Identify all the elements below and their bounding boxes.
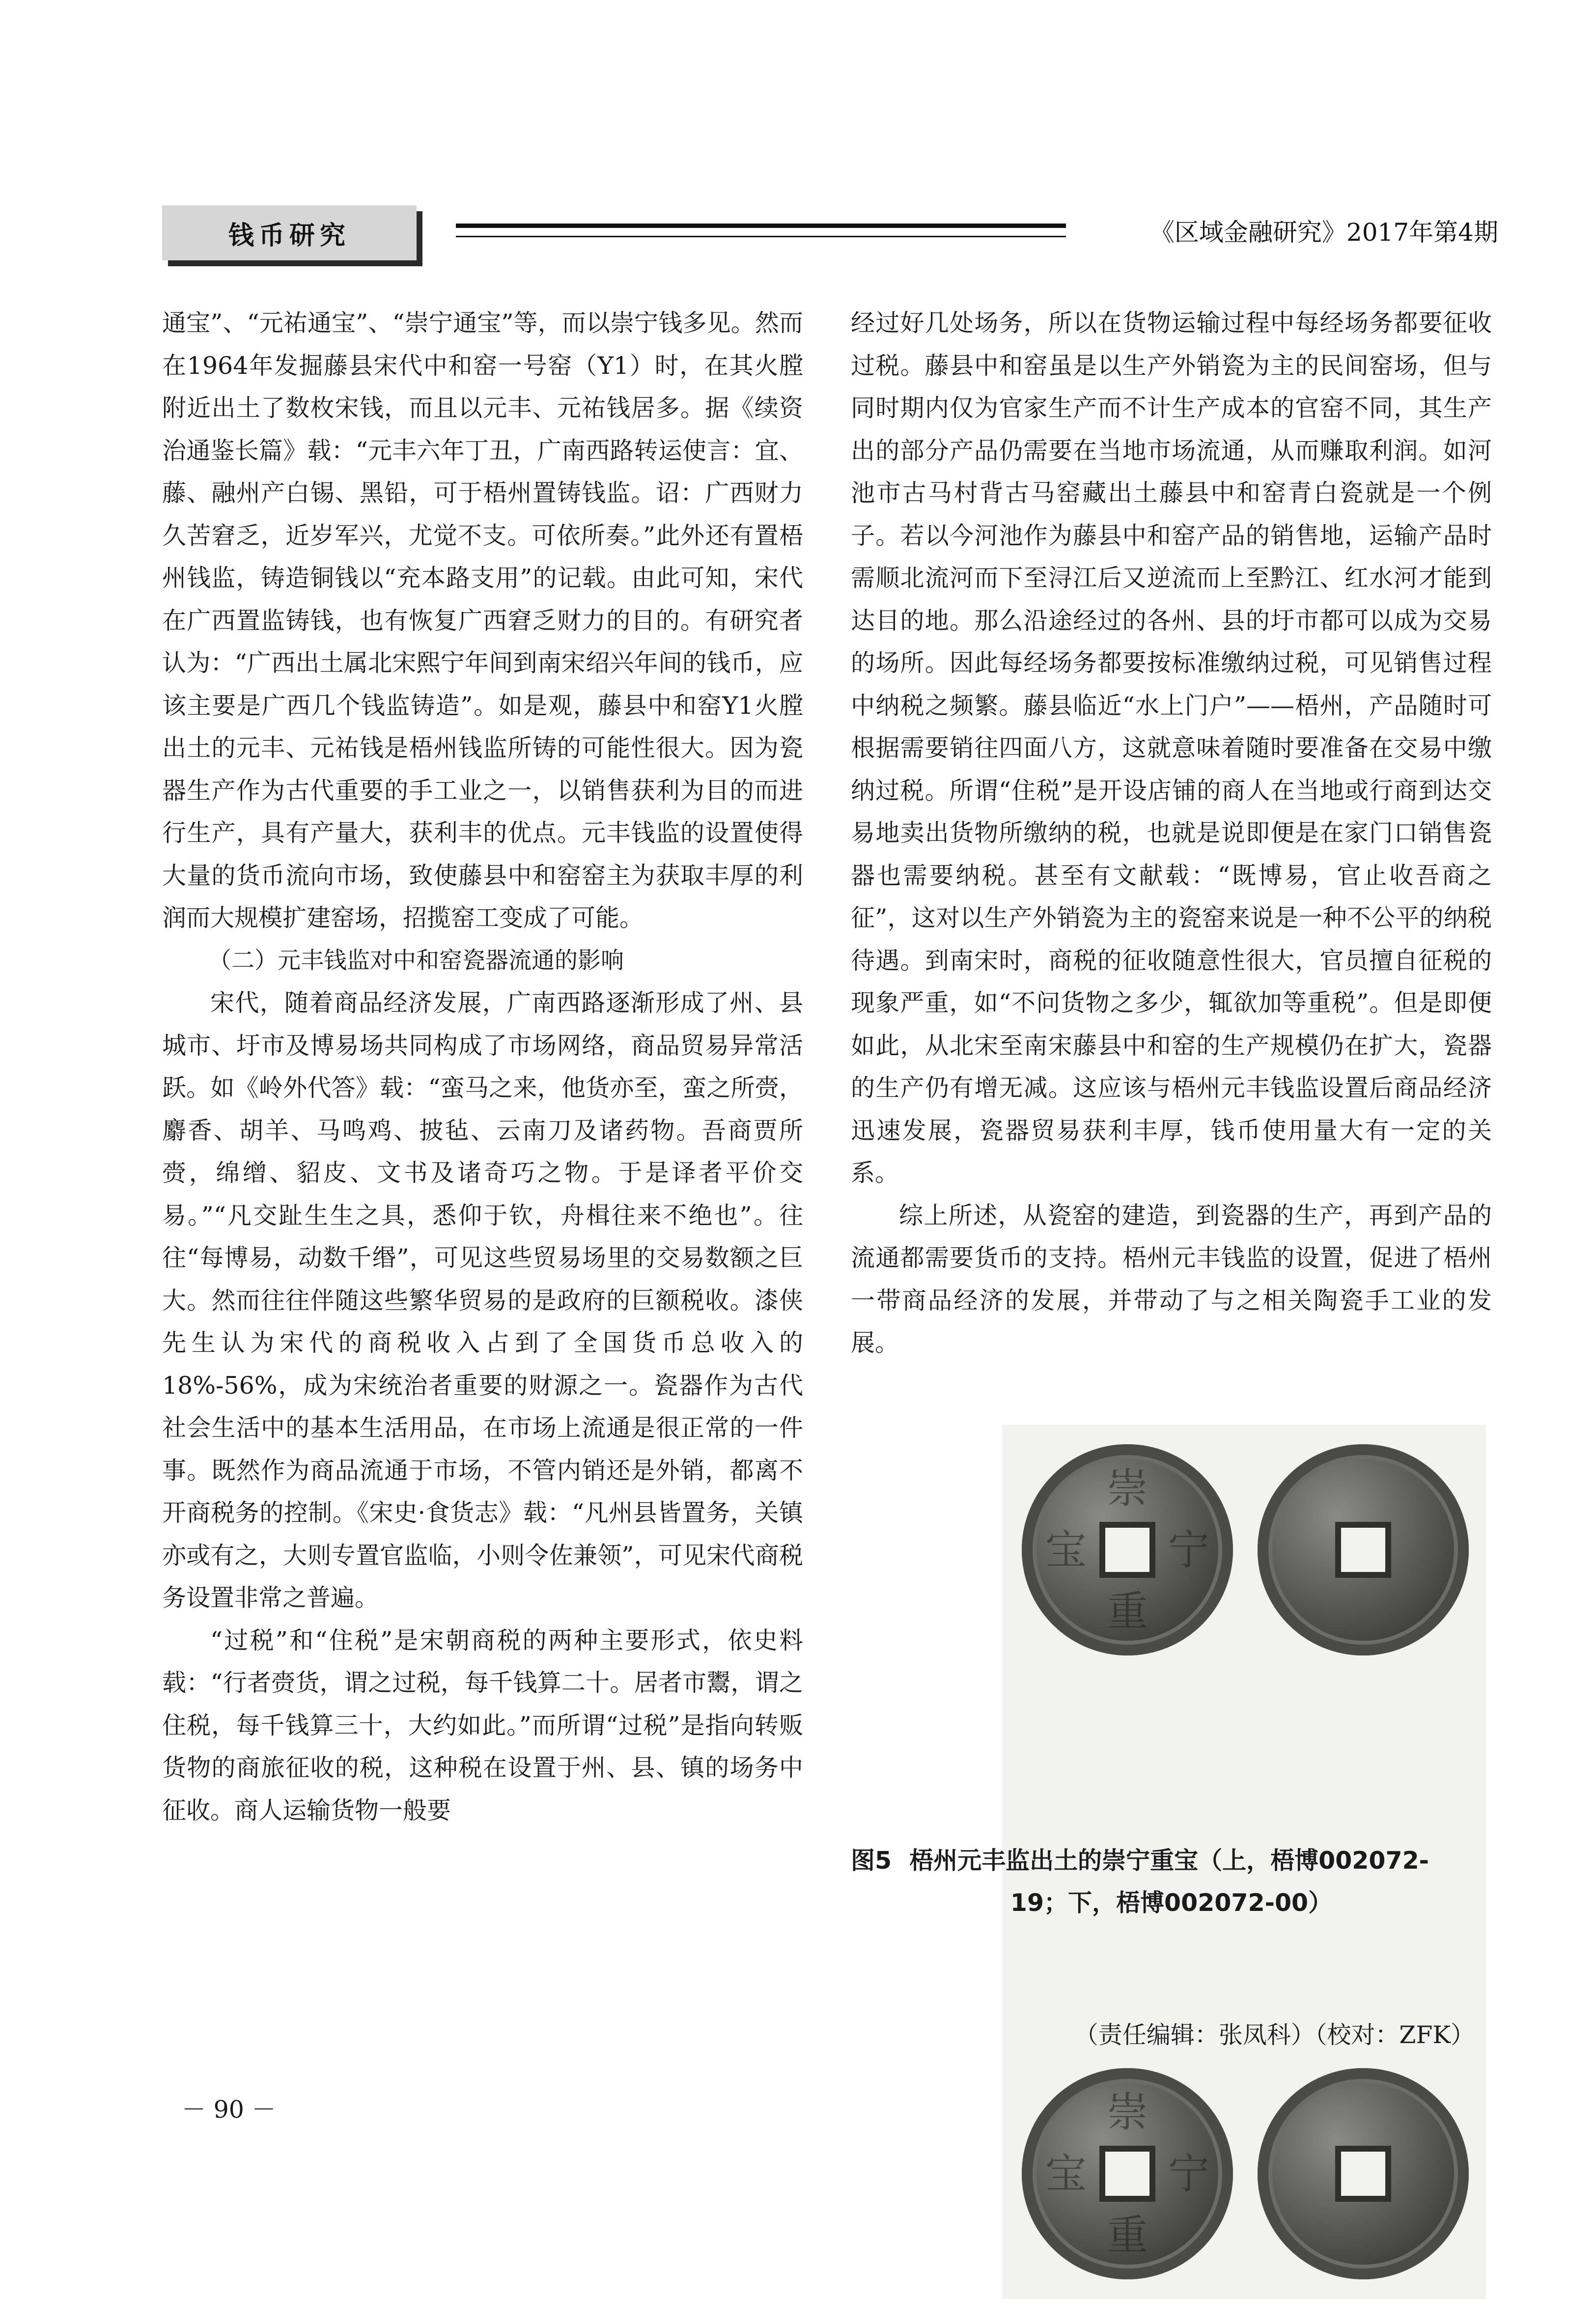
paragraph: 经过好几处场务，所以在货物运输过程中每经场务都要征收过税。藤县中和窑虽是以生产外销瓷为主的民间窑场，但与同时期内仅为官家生产而不计生产成本的官窑不同，其生产出的部分产品仍需要在当地市场流通，从而赚取利润。如河池市古马村背古马窑藏出土藤县中和窑青白瓷就是一个例子。若以今河池作为藤县中和窑产品的销售地，运输产品时需顺北流河而下至浔江后又逆流而上至黔江、红水河才能到达目的地。那么沿途经过的各州、县的圩市都可以成为交易的场所。因此每经场务都要按标准缴纳过税，可见销售过程中纳税之频繁。藤县临近“水上门户”——梧州，产品随时可根据需要销往四面八方，这就意味着随时要准备在交易中缴纳过税。所谓“住税”是开设店铺的商人在当地或行商到达交易地卖出货物所缴纳的税，也就是说即便是在家门口销售瓷器也需要纳税。甚至有文献载：“既博易，官止收吾商之征”，这对以生产外销瓷为主的瓷窑来说是一种不公平的纳税待遇。到南宋时，商税的征收随意性很大，官员擅自征税的现象严重，如“不问货物之多少，辄欲加等重税”。但是即便如此，从北宋至南宋藤县中和窑的生产规模仍在扩大，瓷器的生产仍有增无减。这应该与梧州元丰钱监设置后商品经济迅速发展，瓷器贸易获利丰厚，钱币使用量大有一定的关系。 — [851, 309, 1492, 1187]
paragraph: “过税”和“住税”是宋朝商税的两种主要形式，依史料载：“行者赍货，谓之过税，每千钱算二十。居者市鬻，谓之住税，每千钱算三十，大约如此。”而所谓“过税”是指向转贩货物的商旅征收的税，这种税在设置于州、县、镇的场务中征收。商人运输货物一般要 — [162, 1626, 803, 1824]
coin-glyph: 崇 — [1106, 1464, 1148, 1513]
paragraph: 综上所述，从瓷窑的建造，到瓷器的生产，再到产品的流通都需要货币的支持。梧州元丰钱监的设置，促进了梧州一带商品经济的发展，并带动了与之相关陶瓷手工业的发展。 — [851, 1201, 1492, 1357]
caption-text: 梧州元丰监出土的崇宁重宝（上，梧博002072- — [909, 1847, 1429, 1875]
section-label: 钱币研究 — [162, 205, 417, 260]
coin-glyph: 宝 — [1045, 1526, 1087, 1574]
page-number: － 90 － — [182, 2096, 276, 2124]
paragraph: 宋代，随着商品经济发展，广南西路逐渐形成了州、县城市、圩市及博易场共同构成了市场网络，商品贸易异常活跃。如《岭外代答》载：“蛮马之来，他货亦至，蛮之所赍，麝香、胡羊、马鸣鸡、披毡、云南刀及诸药物。吾商贾所赍，绵缯、貂皮、文书及诸奇巧之物。于是译者平价交易。”“凡交趾生生之具，悉仰于钦，舟楫往来不绝也”。往往“每博易，动数千缗”，可见这些贸易场里的交易数额之巨大。然而往往伴随这些繁华贸易的是政府的巨额税收。漆侠先生认为宋代的商税收入占到了全国货币总收入的18%-56%，成为宋统治者重要的财源之一。瓷器作为古代社会生活中的基本生活用品，在市场上流通是很正常的一件事。既然作为商品流通于市场，不管内销还是外销，都离不开商税务的控制。《宋史·食货志》载：“凡州县皆置务，关镇亦或有之，大则专置官监临，小则令佐兼领”，可见宋代商税务设置非常之普遍。 — [162, 989, 803, 1612]
coin-reverse-upper — [1258, 1444, 1469, 1655]
coin-obverse-lower — [1022, 2068, 1233, 2279]
header-rule-thick — [456, 224, 1066, 228]
section-subheading: （二）元丰钱监对中和窑瓷器流通的影响 — [208, 947, 624, 974]
right-column — [851, 302, 1492, 1365]
coin-obverse-upper — [1022, 1444, 1233, 1655]
left-column — [162, 302, 803, 1832]
coin-glyph: 崇 — [1106, 2088, 1148, 2136]
figure-label: 图5 — [851, 1847, 892, 1875]
coin-glyph: 重 — [1106, 1587, 1148, 1635]
editor-credit: （责任编辑：张凤科）（校对：ZFK） — [1074, 2021, 1475, 2049]
caption-text-continued: 19；下，梧博002072-00） — [1010, 1889, 1333, 1917]
paragraph: 通宝”、“元祐通宝”、“崇宁通宝”等，而以崇宁钱多见。然而在1964年发掘藤县宋代中和窑一号窑（Y1）时，在其火膛附近出土了数枚宋钱，而且以元丰、元祐钱居多。据《续资治通鉴长篇》载：“元丰六年丁丑，广南西路转运使言：宜、藤、融州产白锡、黑铅，可于梧州置铸钱监。诏：广西财力久苦窘乏，近岁军兴，尤觉不支。可依所奏。”此外还有置梧州钱监，铸造铜钱以“充本路支用”的记载。由此可知，宋代在广西置监铸钱，也有恢复广西窘乏财力的目的。有研究者认为：“广西出土属北宋熙宁年间到南宋绍兴年间的钱币，应该主要是广西几个钱监铸造”。如是观，藤县中和窑Y1火膛出土的元丰、元祐钱是梧州钱监所铸的可能性很大。因为瓷器生产作为古代重要的手工业之一，以销售获利为目的而进行生产，具有产量大，获利丰的优点。元丰钱监的设置使得大量的货币流向市场，致使藤县中和窑窑主为获取丰厚的利润而大规模扩建窑场，招揽窑工变成了可能。 — [162, 309, 803, 932]
journal-title: 《区域金融研究》2017年第4期 — [1149, 218, 1498, 247]
figure-caption — [851, 1840, 1492, 1924]
coin-glyph: 宝 — [1045, 2150, 1087, 2198]
header-rule-thin — [456, 236, 1066, 237]
coin-glyph: 重 — [1106, 2211, 1148, 2259]
coin-reverse-lower — [1258, 2068, 1469, 2279]
coin-glyph: 宁 — [1168, 2150, 1209, 2198]
coin-glyph: 宁 — [1168, 1526, 1209, 1574]
